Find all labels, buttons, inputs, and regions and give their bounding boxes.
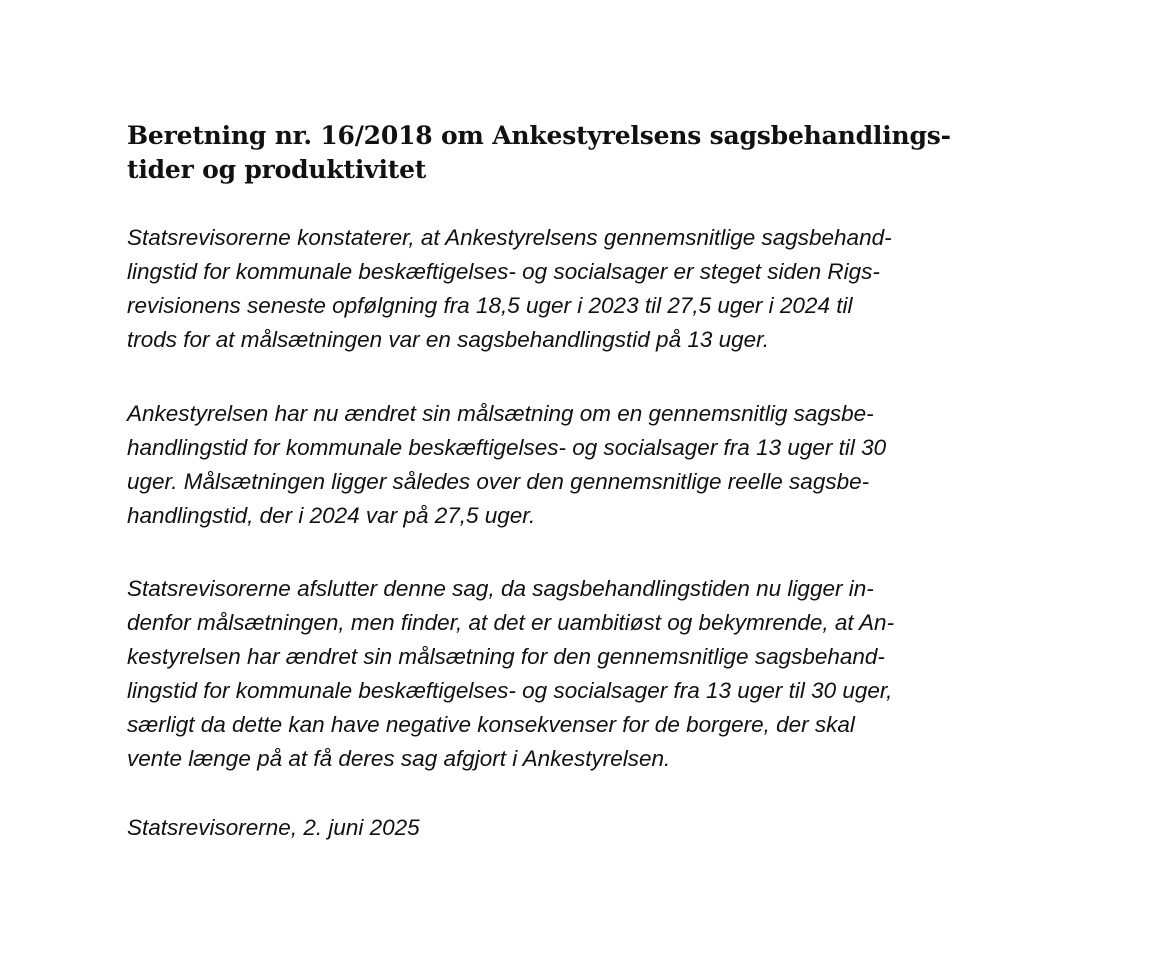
text-line: handlingstid for kommunale beskæftigelses- og socialsager fra 13 uger til 30 xyxy=(127,435,887,460)
text-line: denfor målsætningen, men finder, at det er uambitiøst og bekymrende, at An- xyxy=(127,610,895,635)
text-line: uger. Målsætningen ligger således over den gennemsnitlige reelle sagsbe- xyxy=(127,469,870,494)
document-title xyxy=(127,119,1027,187)
title-line: Beretning nr. 16/2018 om Ankestyrelsens sagsbehandlings- xyxy=(127,121,951,150)
paragraph-2 xyxy=(127,397,886,533)
title-line: tider og produktivitet xyxy=(127,155,427,184)
text-line: Statsrevisorerne afslutter denne sag, da sagsbehandlingstiden nu ligger in- xyxy=(127,576,874,601)
text-line: Statsrevisorerne konstaterer, at Ankestyrelsens gennemsnitlige sagsbehand- xyxy=(127,225,892,250)
text-line: trods for at målsætningen var en sagsbehandlingstid på 13 uger. xyxy=(127,327,770,352)
text-line: lingstid for kommunale beskæftigelses- og socialsager fra 13 uger til 30 uger, xyxy=(127,678,893,703)
paragraph-3 xyxy=(127,572,894,776)
text-line: vente længe på at få deres sag afgjort i Ankestyrelsen. xyxy=(127,746,671,771)
text-line: kestyrelsen har ændret sin målsætning for den gennemsnitlige sagsbehand- xyxy=(127,644,885,669)
document-page xyxy=(127,119,1027,840)
signature: Statsrevisorerne, 2. juni 2025 xyxy=(127,815,420,840)
text-line: revisionens seneste opfølgning fra 18,5 uger i 2023 til 27,5 uger i 2024 til xyxy=(127,293,853,318)
text-line: Ankestyrelsen har nu ændret sin målsætning om en gennemsnitlig sagsbe- xyxy=(127,401,874,426)
paragraph-1 xyxy=(127,221,892,357)
text-line: særligt da dette kan have negative konsekvenser for de borgere, der skal xyxy=(127,712,855,737)
text-line: handlingstid, der i 2024 var på 27,5 uger. xyxy=(127,503,536,528)
text-line: lingstid for kommunale beskæftigelses- og socialsager er steget siden Rigs- xyxy=(127,259,880,284)
